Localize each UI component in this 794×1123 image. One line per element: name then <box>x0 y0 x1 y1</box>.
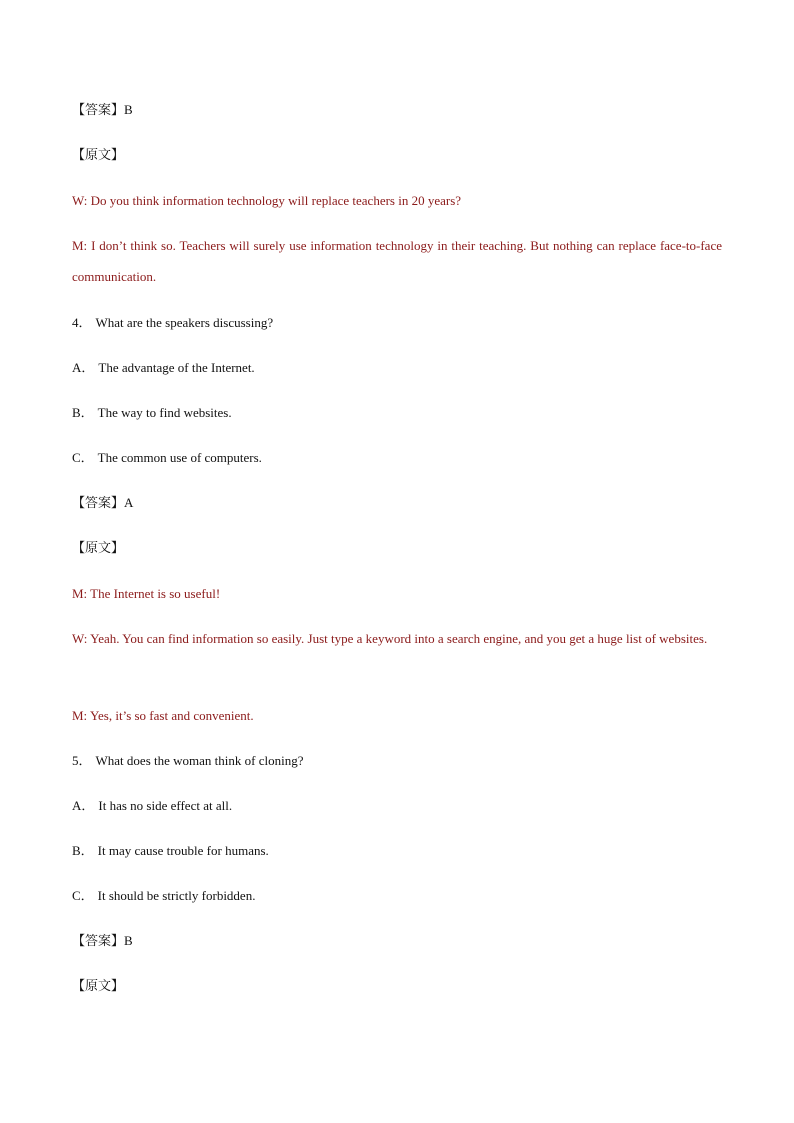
option-text: It has no side effect at all. <box>98 798 233 813</box>
option-c <box>72 887 722 905</box>
source-tag: 【原文】 <box>72 979 125 994</box>
option-letter: C． <box>72 450 94 465</box>
option-a <box>72 797 722 815</box>
option-letter: A． <box>72 798 95 813</box>
source-tag: 【原文】 <box>72 148 125 163</box>
option-letter: C． <box>72 888 94 903</box>
option-text: It should be strictly forbidden. <box>97 888 256 903</box>
option-letter: B． <box>72 405 94 420</box>
answer-tag: 【答案】 <box>72 934 125 949</box>
option-b <box>72 842 722 860</box>
answer-label <box>72 932 722 951</box>
option-text: The advantage of the Internet. <box>98 360 255 375</box>
source-label <box>72 146 722 165</box>
source-label <box>72 539 722 558</box>
answer-label <box>72 101 722 120</box>
answer-label <box>72 494 722 513</box>
option-text: The common use of computers. <box>97 450 262 465</box>
dialogue-line: W: Yeah. You can find information so easily. Just type a keyword into a search engine, and you get a huge list of websites. <box>72 631 708 646</box>
source-label <box>72 977 722 996</box>
option-c <box>72 449 722 467</box>
dialogue-line: M: Yes, it’s so fast and convenient. <box>72 708 254 723</box>
question-5 <box>72 752 722 770</box>
question-number: 4． <box>72 315 92 330</box>
question-number: 5． <box>72 753 92 768</box>
answer-tag: 【答案】 <box>72 496 125 511</box>
option-a <box>72 359 722 377</box>
dialogue-line: M: I don’t think so. Teachers will surely use information technology in their teaching. But nothing can replace face-to-face communication. <box>72 238 722 284</box>
option-text: It may cause trouble for humans. <box>97 843 269 858</box>
answer-value: B <box>124 102 133 117</box>
answer-value: B <box>124 933 133 948</box>
option-b <box>72 404 722 422</box>
source-tag: 【原文】 <box>72 541 125 556</box>
question-text: What are the speakers discussing? <box>95 315 274 330</box>
option-letter: A． <box>72 360 95 375</box>
option-text: The way to find websites. <box>97 405 232 420</box>
option-letter: B． <box>72 843 94 858</box>
dialogue-line: W: Do you think information technology will replace teachers in 20 years? <box>72 193 462 208</box>
answer-value: A <box>124 495 134 510</box>
dialogue-line: M: The Internet is so useful! <box>72 586 221 601</box>
question-text: What does the woman think of cloning? <box>95 753 304 768</box>
answer-tag: 【答案】 <box>72 103 125 118</box>
question-4 <box>72 314 722 332</box>
